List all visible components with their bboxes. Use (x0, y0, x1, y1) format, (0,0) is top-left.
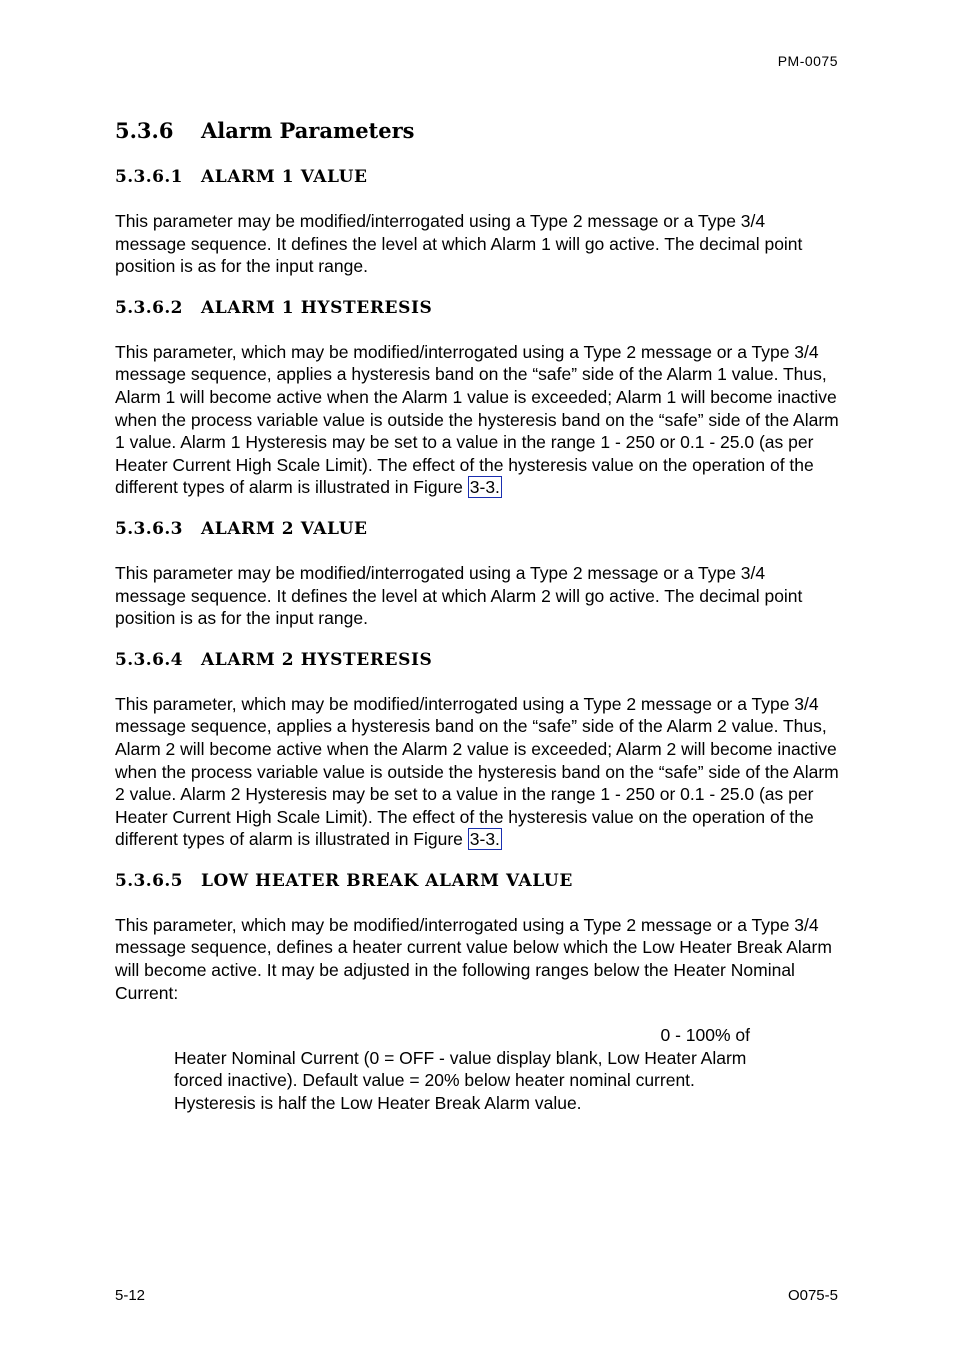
range-label: 0 - 100% of (660, 1025, 750, 1046)
section-number: 5.3.6 (115, 118, 174, 143)
paragraph-text: This parameter, which may be modified/interrogated using a Type 2 message or a Type 3/4 message sequence, applies a hysteresis band on the “safe” side of the Alarm 1 value. Thus, Alarm 1 will become active when the Alarm 1 value is exceeded; Alarm 1 will become inactive when the process variable value is outside the hysteresis band on the “safe” side of the Alarm 1 value. Alarm 1 Hysteresis may be set to a value in the range 1 - 250 or 0.1 - 25.0 (as per Heater Current High Scale Limit). The effect of the hysteresis value on the operation of the different types of alarm is illustrated in Figure (115, 341, 839, 498)
subsection-title: ALARM 2 VALUE (201, 518, 368, 539)
subsection-heading-alarm-1-value (115, 167, 840, 187)
subsection-heading-alarm-2-value (115, 519, 840, 539)
range-description (174, 1024, 764, 1114)
subsection-title: ALARM 1 VALUE (201, 167, 368, 187)
document-code: O075-5 (787, 1287, 838, 1304)
subsection-number: 5.3.6.4 (115, 649, 183, 670)
subsection-heading-low-heater-break (115, 871, 840, 891)
paragraph-alarm-1-value: This parameter may be modified/interrogated using a Type 2 message or a Type 3/4 message sequence. It defines the level at which Alarm 1 will go active. The decimal point position is as for the input range. (115, 211, 803, 277)
paragraph-low-heater-break: This parameter, which may be modified/interrogated using a Type 2 message or a Type 3/4 message sequence, defines a heater current value below which the Low Heater Break Alarm will become active. It may be adjusted in the following ranges below the Heater Nominal Current: (115, 914, 832, 1003)
figure-link[interactable]: 3-3. (469, 829, 500, 850)
subsection-heading-alarm-2-hysteresis (115, 650, 840, 670)
subsection-number: 5.3.6.2 (115, 297, 183, 318)
paragraph-alarm-2-value: This parameter may be modified/interrogated using a Type 2 message or a Type 3/4 message sequence. It defines the level at which Alarm 2 will go active. The decimal point position is as for the input range. (115, 562, 803, 629)
subsection-heading-alarm-1-hysteresis (115, 298, 840, 318)
subsection-number: 5.3.6.5 (115, 870, 183, 891)
document-reference: PM-0075 (777, 53, 838, 69)
page-content (115, 118, 840, 1135)
section-title: Alarm Parameters (201, 118, 415, 143)
section-heading (115, 118, 840, 143)
paragraph-alarm-1-hysteresis (115, 341, 840, 499)
subsection-number: 5.3.6.1 (115, 167, 183, 187)
paragraph-alarm-2-hysteresis (115, 693, 840, 851)
subsection-title: LOW HEATER BREAK ALARM VALUE (201, 870, 573, 891)
subsection-title: ALARM 2 HYSTERESIS (201, 649, 433, 670)
range-text: Heater Nominal Current (0 = OFF - value display blank, Low Heater Alarm forced inactive). Default value = 20% below heater nominal current. Hysteresis is half the Low Heater Break Alarm value. (174, 1047, 747, 1114)
figure-link[interactable]: 3-3. (469, 477, 500, 498)
paragraph-text: This parameter, which may be modified/interrogated using a Type 2 message or a Type 3/4 message sequence, applies a hysteresis band on the “safe” side of the Alarm 2 value. Thus, Alarm 2 will become active when the Alarm 2 value is exceeded; Alarm 2 will become inactive when the process variable value is outside the hysteresis band on the “safe” side of the Alarm 2 value. Alarm 2 Hysteresis may be set to a value in the range 1 - 250 or 0.1 - 25.0 (as per Heater Current High Scale Limit). The effect of the hysteresis value on the operation of the different types of alarm is illustrated in Figure (115, 693, 839, 850)
page-number: 5-12 (115, 1287, 146, 1304)
subsection-title: ALARM 1 HYSTERESIS (201, 297, 433, 318)
subsection-number: 5.3.6.3 (115, 518, 183, 539)
